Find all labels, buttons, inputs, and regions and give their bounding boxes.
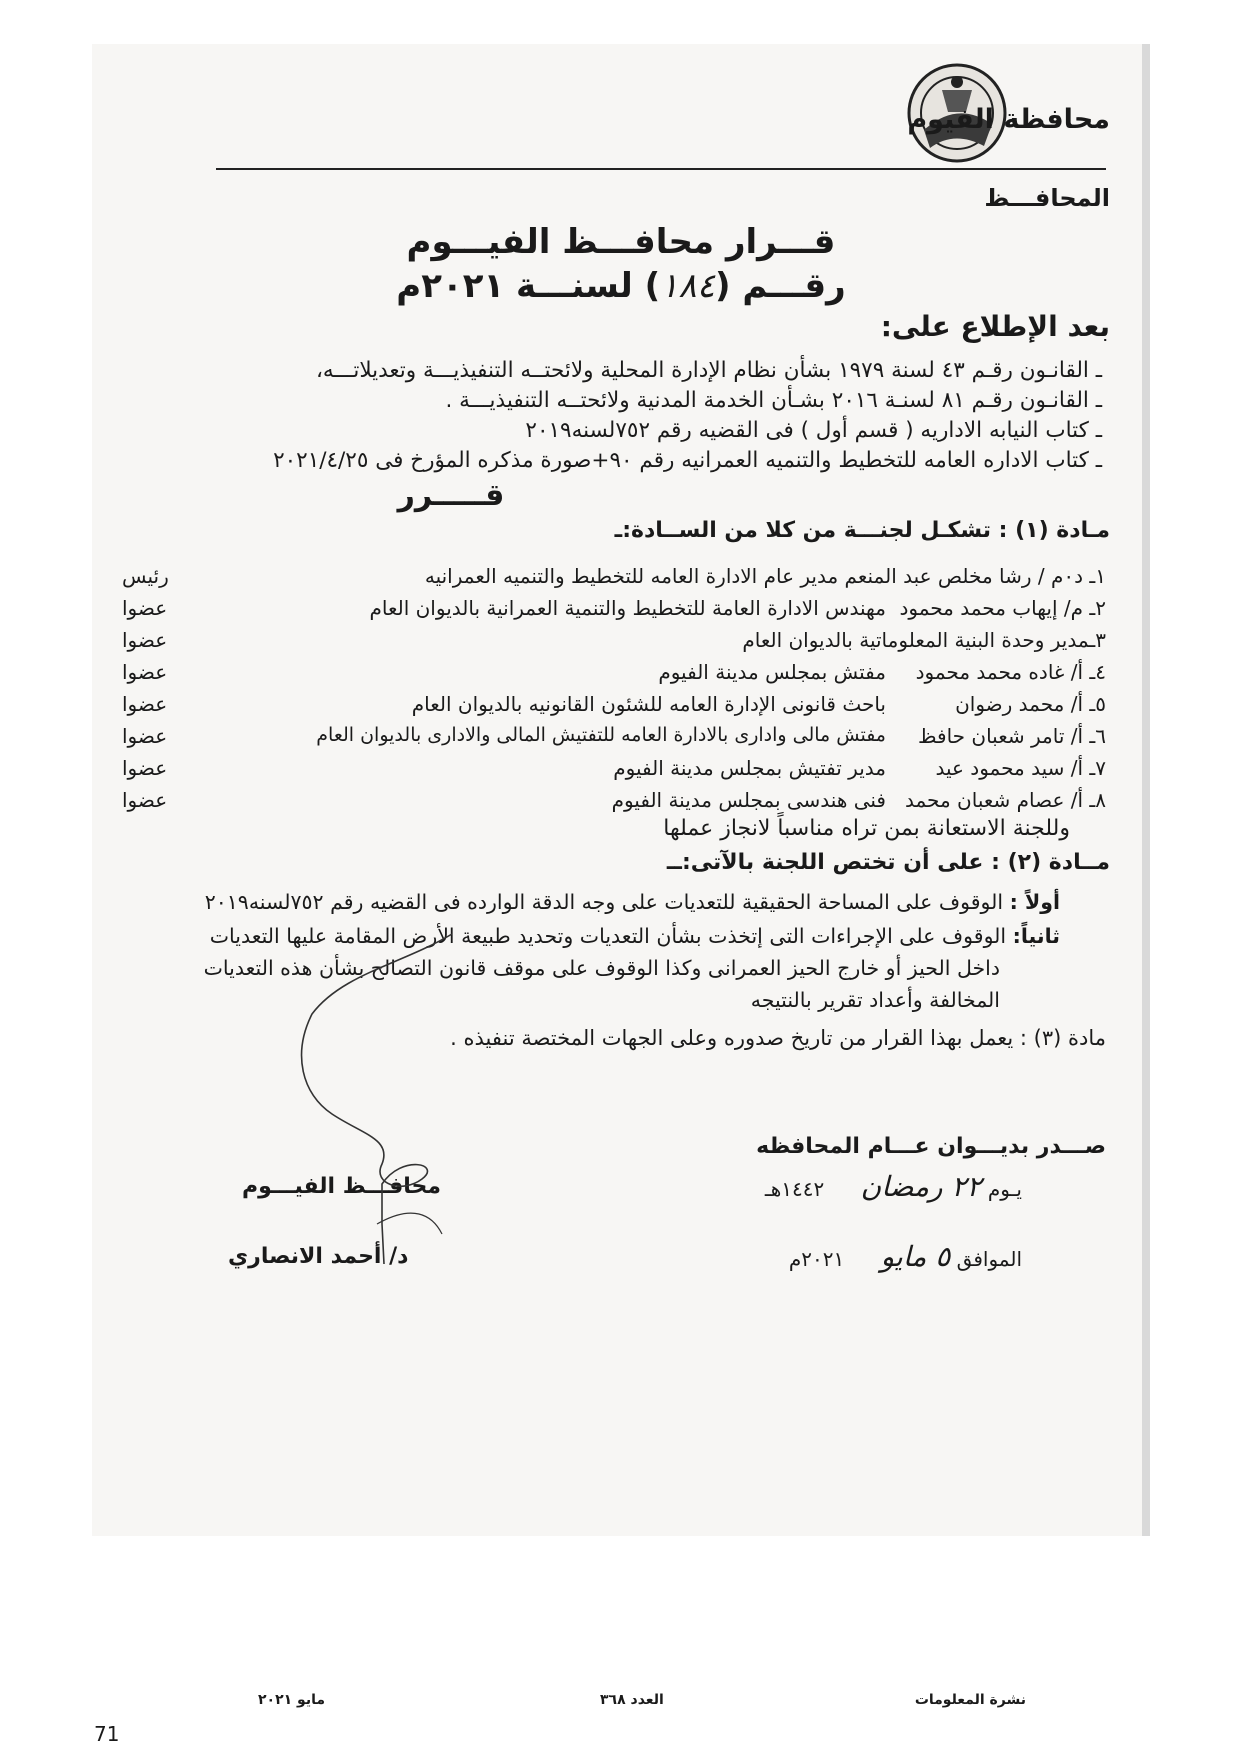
preamble-heading: بعد الإطلاع على: [880,310,1110,343]
member-job: مدير تفتيش بمجلس مدينة الفيوم [613,756,886,780]
reference-item: ـ كتاب النيابه الاداريه ( قسم أول ) فى القضيه رقم ٧٥٢لسنه٢٠١٩ [525,418,1102,443]
member-role: رئيس [122,564,169,588]
article-2-heading: مــادة (٢) : على أن تختص اللجنة بالآتى:ــ [666,850,1110,875]
task-first [205,890,1060,914]
page-number: 71 [94,1722,120,1746]
office-label: المحافـــظ [984,184,1110,212]
gregorian-year: ٢٠٢١م [788,1247,845,1271]
member-name: ٤ـ أ/ غاده محمد محمود [915,660,1106,684]
reference-item: ـ القانـون رقـم ٨١ لسنـة ٢٠١٦ بشـأن الخدمة المدنية ولائحتــه التنفيذيـــة . [445,388,1102,413]
reference-item: ـ القانـون رقـم ٤٣ لسنة ١٩٧٩ بشأن نظام الإدارة المحلية ولائحتــه التنفيذيـــة وتعديلاتـــه، [315,358,1102,383]
member-name: ٢ـ م/ إيهاب محمد محمود [899,596,1106,620]
member-name: ٧ـ أ/ سيد محمود عيد [935,756,1106,780]
member-name: ٨ـ أ/ عصام شعبان محمد [905,788,1106,812]
member-job: مفتش بمجلس مدينة الفيوم [658,660,886,684]
member-role: عضوا [122,628,168,652]
handwritten-signature-icon [282,924,602,1264]
hijri-date [765,1170,1022,1203]
member-name: ٣ـمدير وحدة البنية المعلوماتية بالديوان العام [742,628,1106,652]
task-second-line: داخل الحيز أو خارج الحيز العمرانى وكذا الوقوف على موقف قانون التصالح بشأن هذه التعديات [203,956,1000,980]
decree-number: ١٨٤ [660,266,715,306]
scanned-decree [92,44,1150,1536]
hijri-handwritten: ٢٢ رمضان [860,1170,982,1203]
hijri-year: ١٤٤٢هـ [764,1177,825,1201]
footer-month: مايو ٢٠٢١ [258,1692,326,1708]
issued-at: صـــدر بديـــوان عـــام المحافظه [756,1134,1106,1159]
article-1-heading: مـادة (١) : تشكـل لجنـــة من كلا من الســادة:ـ [614,518,1110,543]
task-first-label: أولاً : [1009,890,1060,914]
task-second-text: الوقوف على الإجراءات التى إتخذت بشأن التعديات وتحديد طبيعة الأرض المقامة عليها التعديات [209,924,1007,948]
header-divider [216,168,1106,170]
member-job: باحث قانونى الإدارة العامه للشئون القانونيه بالديوان العام [411,692,886,716]
committee-closing: وللجنة الاستعانة بمن تراه مناسباً لانجاز عملها [663,816,1070,841]
governor-name: د/ أحمد الانصاري [228,1244,409,1269]
member-role: عضوا [122,724,168,748]
hijri-prefix: يـوم [987,1177,1022,1201]
member-job: فنى هندسى بمجلس مدينة الفيوم [611,788,886,812]
task-first-text: الوقوف على المساحة الحقيقية للتعديات على وجه الدقة الوارده فى القضيه رقم ٧٥٢لسنه٢٠١٩ [204,890,1004,914]
gregorian-date [789,1240,1022,1273]
number-prefix: رقـــم ( [714,266,846,306]
decree-number-line [92,266,1150,306]
member-name: ٦ـ أ/ تامر شعبان حافظ [918,724,1106,748]
member-job: مفتش مالى وادارى بالادارة العامه للتفتيش المالى والادارى بالديوان العام [316,724,886,746]
member-job: مهندس الادارة العامة للتخطيط والتنمية العمرانية بالديوان العام [369,596,886,620]
member-role: عضوا [122,660,168,684]
task-second-label: ثانياً: [1012,924,1060,948]
gregorian-prefix: الموافق [956,1247,1022,1271]
member-role: عضوا [122,756,168,780]
task-second-line: المخالفة وأعداد تقرير بالنتيجه [750,988,1000,1012]
member-role: عضوا [122,788,168,812]
decree-title: قـــرار محافـــظ الفيـــوم [406,222,836,262]
member-role: عضوا [122,596,168,620]
number-suffix: ) لسنـــة ٢٠٢١م [396,266,661,306]
member-name: ١ـ د٠م / رشا مخلص عبد المنعم مدير عام الادارة العامه للتخطيط والتنميه العمرانيه [424,564,1106,588]
governor-title: محافـــظ الفيـــوم [242,1174,442,1199]
footer-publication: نشرة المعلومات [914,1692,1026,1708]
governorate-name: محافظة الفيوم [907,104,1110,135]
member-name: ٥ـ أ/ محمد رضوان [955,692,1106,716]
reference-item: ـ كتاب الاداره العامه للتخطيط والتنميه العمرانيه رقم ٩٠+صورة مذكره المؤرخ فى ٢٠٢١/٤/٢٥ [273,448,1102,473]
footer-issue: العدد ٣٦٨ [600,1692,664,1708]
article-3: مادة (٣) : يعمل بهذا القرار من تاريخ صدوره وعلى الجهات المختصة تنفيذه . [450,1026,1106,1050]
gregorian-handwritten: ٥ مايو [880,1240,951,1273]
member-role: عضوا [122,692,168,716]
decides-heading: قـــــرر [397,478,505,513]
